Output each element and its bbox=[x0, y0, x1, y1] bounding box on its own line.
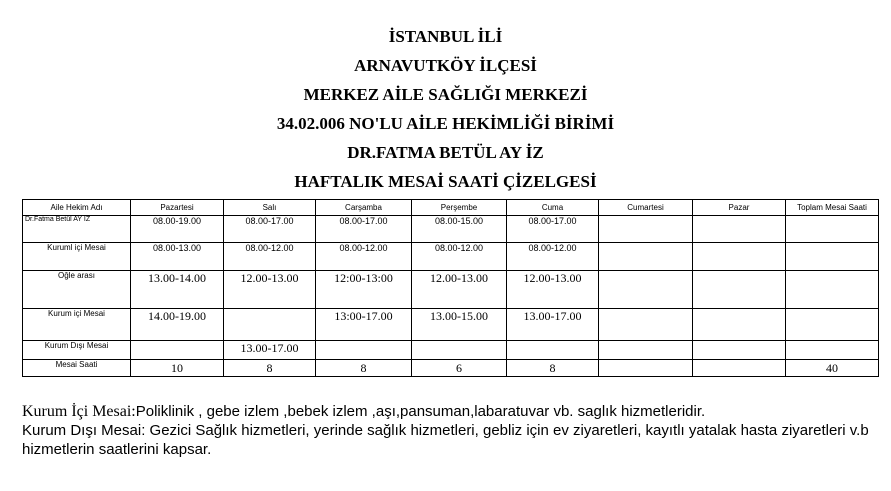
table-cell: 08.00-17.00 bbox=[507, 216, 599, 243]
table-cell: 12.00-13.00 bbox=[507, 271, 599, 309]
table-cell bbox=[786, 341, 879, 360]
table-cell bbox=[412, 341, 507, 360]
table-cell: 08.00-12.00 bbox=[224, 243, 316, 271]
col-header-monday: Pazartesi bbox=[131, 200, 224, 216]
table-header-row bbox=[23, 200, 879, 216]
footnote-external-duty: Kurum Dışı Mesai: Gezici Sağlık hizmetleri, yerinde sağlık hizmetleri, gebliz için ev ziyaretleri, kayıtlı yatalak hasta ziyaretleri v.b hizmetlerin saatlerini kapsar. bbox=[22, 422, 869, 458]
title-province: İSTANBUL İLİ bbox=[388, 27, 503, 46]
table-cell bbox=[693, 341, 786, 360]
table-cell bbox=[786, 243, 879, 271]
table-row bbox=[23, 216, 879, 243]
table-cell: 08.00-12.00 bbox=[316, 243, 412, 271]
table-cell bbox=[693, 360, 786, 377]
col-header-sunday: Pazar bbox=[693, 200, 786, 216]
table-cell bbox=[599, 216, 693, 243]
row-label: Kuruml içi Mesai bbox=[23, 243, 131, 271]
table-cell: 13.00-15.00 bbox=[412, 309, 507, 341]
table-cell bbox=[599, 243, 693, 271]
document-header bbox=[0, 22, 891, 196]
table-cell: 8 bbox=[316, 360, 412, 377]
footnote-internal-text: Poliklinik , gebe izlem ,bebek izlem ,aşı,pansuman,labaratuvar vb. saglık hizmetleridir. bbox=[135, 403, 706, 420]
table-cell: 8 bbox=[224, 360, 316, 377]
col-header-wednesday: Carşamba bbox=[316, 200, 412, 216]
table-cell: 08.00-17.00 bbox=[316, 216, 412, 243]
table-cell bbox=[316, 341, 412, 360]
table-cell: 6 bbox=[412, 360, 507, 377]
table-cell: 12.00-13.00 bbox=[412, 271, 507, 309]
weekly-schedule-table bbox=[22, 199, 879, 377]
table-cell: 08.00-19.00 bbox=[131, 216, 224, 243]
table-row bbox=[23, 360, 879, 377]
table-cell bbox=[131, 341, 224, 360]
title-unit: 34.02.006 NO'LU AİLE HEKİMLİĞİ BİRİMİ bbox=[276, 114, 615, 133]
table-cell bbox=[599, 360, 693, 377]
table-cell bbox=[599, 341, 693, 360]
table-cell bbox=[599, 271, 693, 309]
table-cell bbox=[507, 341, 599, 360]
table-cell bbox=[693, 271, 786, 309]
col-header-thursday: Perşembe bbox=[412, 200, 507, 216]
table-cell: 08.00-17.00 bbox=[224, 216, 316, 243]
table-cell bbox=[599, 309, 693, 341]
table-cell: 40 bbox=[786, 360, 879, 377]
row-label: Oğle arası bbox=[23, 271, 131, 309]
table-cell: 08.00-13.00 bbox=[131, 243, 224, 271]
title-district: ARNAVUTKÖY İLÇESİ bbox=[354, 56, 537, 75]
row-label: Kurum içi Mesai bbox=[23, 309, 131, 341]
table-cell: 12:00-13:00 bbox=[316, 271, 412, 309]
table-cell bbox=[693, 243, 786, 271]
table-cell: 13.00-17.00 bbox=[507, 309, 599, 341]
table-cell bbox=[693, 309, 786, 341]
table-row bbox=[23, 271, 879, 309]
col-header-total-hours: Toplam Mesai Saati bbox=[786, 200, 879, 216]
row-label: Kurum Dışı Mesai bbox=[23, 341, 131, 360]
table-cell: 13.00-14.00 bbox=[131, 271, 224, 309]
table-cell bbox=[224, 309, 316, 341]
table-row bbox=[23, 341, 879, 360]
table-cell: 12.00-13.00 bbox=[224, 271, 316, 309]
table-cell: 13:00-17.00 bbox=[316, 309, 412, 341]
table-cell: 10 bbox=[131, 360, 224, 377]
row-label: Dr.Fatma Betül AY İZ bbox=[23, 216, 131, 243]
table-cell bbox=[786, 309, 879, 341]
table-cell: 08.00-12.00 bbox=[412, 243, 507, 271]
col-header-doctor: Aile Hekim Adı bbox=[23, 200, 131, 216]
footnotes bbox=[22, 402, 882, 459]
table-cell: 8 bbox=[507, 360, 599, 377]
col-header-tuesday: Salı bbox=[224, 200, 316, 216]
row-label: Mesai Saati bbox=[23, 360, 131, 377]
title-health-center: MERKEZ AİLE SAĞLIĞI MERKEZİ bbox=[303, 85, 588, 104]
table-cell: 13.00-17.00 bbox=[224, 341, 316, 360]
table-cell: 14.00-19.00 bbox=[131, 309, 224, 341]
col-header-saturday: Cumartesi bbox=[599, 200, 693, 216]
table-cell bbox=[786, 216, 879, 243]
footnote-internal-duty bbox=[22, 402, 882, 421]
table-cell: 08.00-12.00 bbox=[507, 243, 599, 271]
table-row bbox=[23, 243, 879, 271]
table-row bbox=[23, 309, 879, 341]
table-cell bbox=[693, 216, 786, 243]
table-cell bbox=[786, 271, 879, 309]
table-cell: 08.00-15.00 bbox=[412, 216, 507, 243]
title-schedule: HAFTALIK MESAİ SAATİ ÇİZELGESİ bbox=[294, 172, 597, 191]
title-doctor: DR.FATMA BETÜL AY İZ bbox=[347, 143, 544, 162]
col-header-friday: Cuma bbox=[507, 200, 599, 216]
footnote-internal-term: Kurum İçi Mesai: bbox=[22, 403, 136, 420]
